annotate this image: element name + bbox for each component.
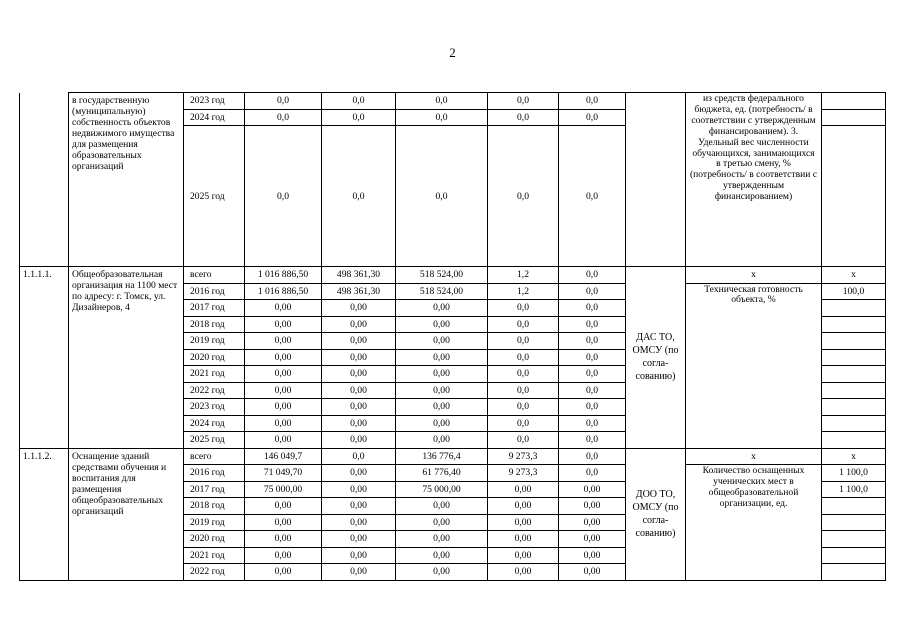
indicator-value: 1 100,0 (822, 481, 886, 498)
value-cell: 0,0 (245, 93, 322, 110)
value-cell: 0,00 (559, 481, 626, 498)
responsible-cell: ДАС ТО, ОМСУ (по согла- сованию) (626, 267, 686, 449)
indicator-cell: Количество оснащенных ученических мест в общеобразовательной организации, ед. (686, 465, 822, 581)
indicator-value (822, 316, 886, 333)
value-cell: 0,00 (322, 498, 396, 515)
indicator-value (822, 93, 886, 110)
value-cell: 0,0 (559, 448, 626, 465)
year-cell: 2023 год (184, 399, 245, 416)
value-cell: 75 000,00 (245, 481, 322, 498)
year-cell: 2019 год (184, 333, 245, 350)
value-cell: 0,00 (245, 415, 322, 432)
value-cell: 0,00 (322, 481, 396, 498)
value-cell: 0,00 (396, 547, 488, 564)
measure-description: Оснащение зданий средствами обучения и воспитания для размещения общеобразовательных организаций (69, 448, 184, 580)
indicator-value: x (822, 448, 886, 465)
year-cell: 2025 год (184, 126, 245, 267)
value-cell: 0,0 (488, 432, 559, 449)
value-cell: 0,0 (559, 366, 626, 383)
page-number: 2 (449, 45, 456, 60)
row-number (20, 93, 69, 267)
value-cell: 1 016 886,50 (245, 267, 322, 284)
value-cell: 0,00 (488, 514, 559, 531)
year-cell: 2020 год (184, 349, 245, 366)
value-cell: 0,00 (559, 547, 626, 564)
value-cell: 0,00 (396, 432, 488, 449)
value-cell: 0,0 (559, 316, 626, 333)
value-cell: 0,0 (488, 316, 559, 333)
row-number: 1.1.1.2. (20, 448, 69, 580)
value-cell: 0,0 (559, 349, 626, 366)
value-cell: 0,00 (322, 432, 396, 449)
indicator-cell: x (686, 267, 822, 284)
indicator-value (822, 382, 886, 399)
value-cell: 75 000,00 (396, 481, 488, 498)
value-cell: 0,0 (559, 93, 626, 110)
value-cell: 0,00 (322, 300, 396, 317)
value-cell: 0,0 (488, 126, 559, 267)
year-cell: всего (184, 267, 245, 284)
table-row (20, 267, 886, 284)
value-cell: 0,00 (488, 481, 559, 498)
indicator-value: 100,0 (822, 283, 886, 300)
value-cell: 0,00 (488, 547, 559, 564)
indicator-value (822, 415, 886, 432)
value-cell: 518 524,00 (396, 283, 488, 300)
indicator-value (822, 432, 886, 449)
value-cell: 0,0 (488, 366, 559, 383)
value-cell: 0,00 (559, 514, 626, 531)
value-cell: 0,0 (488, 349, 559, 366)
value-cell: 0,00 (396, 498, 488, 515)
year-cell: 2025 год (184, 432, 245, 449)
year-cell: 2022 год (184, 564, 245, 581)
value-cell: 0,00 (245, 564, 322, 581)
year-cell: 2017 год (184, 300, 245, 317)
value-cell: 0,00 (245, 316, 322, 333)
indicator-value (822, 300, 886, 317)
table-row (20, 448, 886, 465)
value-cell: 0,00 (396, 300, 488, 317)
value-cell: 0,00 (245, 531, 322, 548)
table-row (20, 93, 886, 110)
indicator-value (822, 531, 886, 548)
value-cell: 136 776,4 (396, 448, 488, 465)
value-cell: 0,00 (396, 333, 488, 350)
year-cell: всего (184, 448, 245, 465)
indicator-cell: из средств федерального бюджета, ед. (потребность/ в соответствии с утвержденным финансированием). 3. Удельный вес численности обучающихся, занимающихся в третью смену, % (потребность/ в соответствии с утвержденным финансированием) (686, 93, 822, 267)
row-number: 1.1.1.1. (20, 267, 69, 449)
value-cell: 0,0 (396, 109, 488, 126)
value-cell: 0,00 (322, 531, 396, 548)
value-cell: 1 016 886,50 (245, 283, 322, 300)
value-cell: 0,0 (322, 126, 396, 267)
value-cell: 0,00 (322, 333, 396, 350)
value-cell: 61 776,40 (396, 465, 488, 482)
value-cell: 0,00 (245, 547, 322, 564)
value-cell: 0,00 (245, 399, 322, 416)
value-cell: 0,0 (396, 126, 488, 267)
value-cell: 0,00 (559, 531, 626, 548)
measure-description: Общеобразовательная организация на 1100 мест по адресу: г. Томск, ул. Дизайнеров, 4 (69, 267, 184, 449)
year-cell: 2017 год (184, 481, 245, 498)
value-cell: 0,0 (559, 300, 626, 317)
value-cell: 146 049,7 (245, 448, 322, 465)
indicator-value: 1 100,0 (822, 465, 886, 482)
value-cell: 0,0 (488, 415, 559, 432)
value-cell: 0,00 (488, 531, 559, 548)
value-cell: 498 361,30 (322, 283, 396, 300)
indicator-value (822, 126, 886, 267)
value-cell: 0,0 (559, 283, 626, 300)
value-cell: 518 524,00 (396, 267, 488, 284)
value-cell: 0,00 (559, 498, 626, 515)
value-cell: 0,00 (245, 382, 322, 399)
year-cell: 2023 год (184, 93, 245, 110)
value-cell: 0,0 (559, 109, 626, 126)
value-cell: 0,00 (322, 399, 396, 416)
value-cell: 0,0 (488, 109, 559, 126)
value-cell: 0,0 (559, 267, 626, 284)
responsible-cell (626, 93, 686, 267)
indicator-value (822, 514, 886, 531)
year-cell: 2016 год (184, 283, 245, 300)
value-cell: 0,0 (488, 333, 559, 350)
value-cell: 0,00 (396, 564, 488, 581)
value-cell: 0,00 (488, 498, 559, 515)
value-cell: 0,0 (559, 333, 626, 350)
year-cell: 2016 год (184, 465, 245, 482)
value-cell: 9 273,3 (488, 448, 559, 465)
value-cell: 0,00 (322, 514, 396, 531)
value-cell: 0,00 (396, 531, 488, 548)
value-cell: 0,0 (245, 109, 322, 126)
indicator-cell: Техническая готовность объекта, % (686, 283, 822, 448)
value-cell: 0,0 (559, 465, 626, 482)
value-cell: 0,0 (396, 93, 488, 110)
year-cell: 2022 год (184, 382, 245, 399)
value-cell: 0,00 (322, 382, 396, 399)
value-cell: 0,00 (396, 514, 488, 531)
value-cell: 0,00 (322, 465, 396, 482)
value-cell: 0,00 (245, 366, 322, 383)
indicator-value: x (822, 267, 886, 284)
indicator-cell: x (686, 448, 822, 465)
value-cell: 0,00 (245, 432, 322, 449)
indicator-value (822, 564, 886, 581)
value-cell: 0,00 (322, 349, 396, 366)
indicator-value (822, 333, 886, 350)
indicator-value (822, 498, 886, 515)
indicator-value (822, 349, 886, 366)
value-cell: 0,0 (322, 448, 396, 465)
responsible-cell: ДОО ТО, ОМСУ (по согла- сованию) (626, 448, 686, 580)
indicator-value (822, 366, 886, 383)
value-cell: 0,0 (559, 126, 626, 267)
value-cell: 0,00 (396, 349, 488, 366)
value-cell: 1,2 (488, 283, 559, 300)
value-cell: 71 049,70 (245, 465, 322, 482)
year-cell: 2020 год (184, 531, 245, 548)
indicator-value (822, 109, 886, 126)
value-cell: 0,0 (245, 126, 322, 267)
value-cell: 0,0 (559, 432, 626, 449)
indicator-value (822, 399, 886, 416)
value-cell: 0,00 (245, 498, 322, 515)
indicator-value (822, 547, 886, 564)
value-cell: 0,00 (396, 415, 488, 432)
value-cell: 0,0 (488, 382, 559, 399)
year-cell: 2024 год (184, 109, 245, 126)
year-cell: 2024 год (184, 415, 245, 432)
value-cell: 9 273,3 (488, 465, 559, 482)
value-cell: 0,0 (488, 93, 559, 110)
value-cell: 0,00 (322, 564, 396, 581)
measure-description: в государственную (муниципальную) собственность объектов недвижимого имущества для размещения образовательных организаций (69, 93, 184, 267)
year-cell: 2021 год (184, 547, 245, 564)
value-cell: 0,00 (322, 415, 396, 432)
year-cell: 2018 год (184, 316, 245, 333)
value-cell: 0,0 (559, 399, 626, 416)
value-cell: 0,0 (322, 93, 396, 110)
year-cell: 2021 год (184, 366, 245, 383)
value-cell: 0,00 (322, 316, 396, 333)
value-cell: 0,00 (396, 382, 488, 399)
value-cell: 0,00 (396, 399, 488, 416)
value-cell: 0,00 (396, 316, 488, 333)
value-cell: 0,00 (396, 366, 488, 383)
value-cell: 1,2 (488, 267, 559, 284)
value-cell: 0,00 (245, 300, 322, 317)
program-table (19, 92, 886, 581)
year-cell: 2019 год (184, 514, 245, 531)
value-cell: 0,0 (488, 300, 559, 317)
value-cell: 0,0 (559, 415, 626, 432)
value-cell: 0,00 (322, 547, 396, 564)
value-cell: 0,00 (245, 349, 322, 366)
value-cell: 0,00 (322, 366, 396, 383)
value-cell: 0,00 (245, 514, 322, 531)
value-cell: 0,0 (322, 109, 396, 126)
value-cell: 0,00 (488, 564, 559, 581)
value-cell: 0,0 (559, 382, 626, 399)
value-cell: 0,00 (245, 333, 322, 350)
value-cell: 498 361,30 (322, 267, 396, 284)
year-cell: 2018 год (184, 498, 245, 515)
value-cell: 0,00 (559, 564, 626, 581)
value-cell: 0,0 (488, 399, 559, 416)
